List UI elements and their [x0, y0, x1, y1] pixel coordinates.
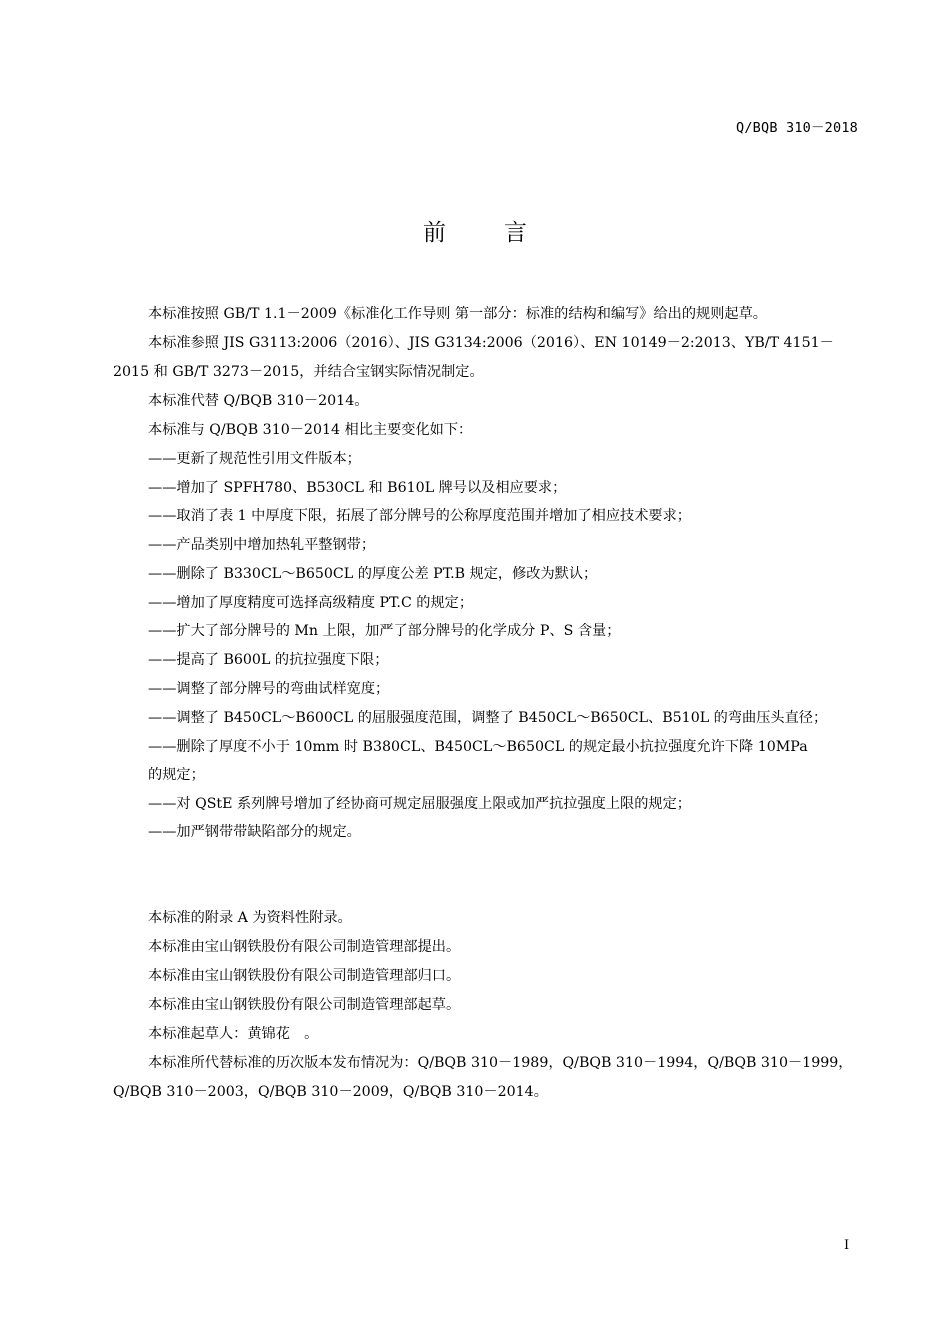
change-item: ——产品类别中增加热轧平整钢带；: [148, 537, 376, 553]
body-line: 2015 和 GB/T 3273－2015，并结合宝钢实际情况制定。: [113, 364, 484, 380]
change-item: ——对 QStE 系列牌号增加了经协商可规定屈服强度上限或加严抗拉强度上限的规定；: [148, 796, 691, 812]
change-item: ——提高了 B600L 的抗拉强度下限；: [148, 652, 389, 668]
change-item: ——增加了 SPFH780、B530CL 和 B610L 牌号以及相应要求；: [148, 480, 567, 496]
footer-line: Q/BQB 310－2003，Q/BQB 310－2009，Q/BQB 310－2014。: [113, 1084, 548, 1100]
footer-line: 本标准所代替标准的历次版本发布情况为：Q/BQB 310－1989，Q/BQB 310－1994，Q/BQB 310－1999，: [148, 1055, 853, 1071]
change-item-continuation: 的规定；: [148, 767, 205, 783]
change-item: ——调整了 B450CL～B600CL 的屈服强度范围，调整了 B450CL～B650CL、B510L 的弯曲压头直径；: [148, 710, 828, 726]
standard-code: Q/BQB 310－2018: [736, 120, 858, 136]
change-item: ——增加了厚度精度可选择高级精度 PT.C 的规定；: [148, 595, 474, 611]
change-item: ——加严钢带带缺陷部分的规定。: [148, 824, 361, 840]
change-item: ——扩大了部分牌号的 Mn 上限，加严了部分牌号的化学成分 P、S 含量；: [148, 623, 621, 639]
footer-line: 本标准由宝山钢铁股份有限公司制造管理部起草。: [148, 997, 461, 1013]
change-item: ——调整了部分牌号的弯曲试样宽度；: [148, 681, 390, 697]
body-line: 本标准按照 GB/T 1.1－2009《标准化工作导则 第一部分：标准的结构和编写》给出的规则起草。: [148, 306, 767, 322]
change-item: ——删除了 B330CL～B650CL 的厚度公差 PT.B 规定，修改为默认；: [148, 566, 598, 582]
page-title: 前言: [423, 220, 585, 246]
change-item: ——取消了表 1 中厚度下限，拓展了部分牌号的公称厚度范围并增加了相应技术要求；: [148, 508, 691, 524]
drafter-line: 本标准起草人：黄锦花 。: [148, 1026, 319, 1042]
body-line: 本标准参照 JIS G3113:2006（2016）、JIS G3134:2006（2016）、EN 10149－2:2013、YB/T 4151－: [148, 335, 834, 351]
change-item: ——删除了厚度不小于 10mm 时 B380CL、B450CL～B650CL 的规定最小抗拉强度允许下降 10MPa: [148, 739, 808, 755]
page-number: I: [844, 1238, 850, 1253]
change-item: ——更新了规范性引用文件版本；: [148, 451, 361, 467]
footer-line: 本标准由宝山钢铁股份有限公司制造管理部提出。: [148, 939, 461, 955]
body-line: 本标准与 Q/BQB 310－2014 相比主要变化如下：: [148, 422, 473, 438]
footer-line: 本标准的附录 A 为资料性附录。: [148, 910, 352, 926]
body-line: 本标准代替 Q/BQB 310－2014。: [148, 393, 369, 409]
footer-line: 本标准由宝山钢铁股份有限公司制造管理部归口。: [148, 968, 461, 984]
